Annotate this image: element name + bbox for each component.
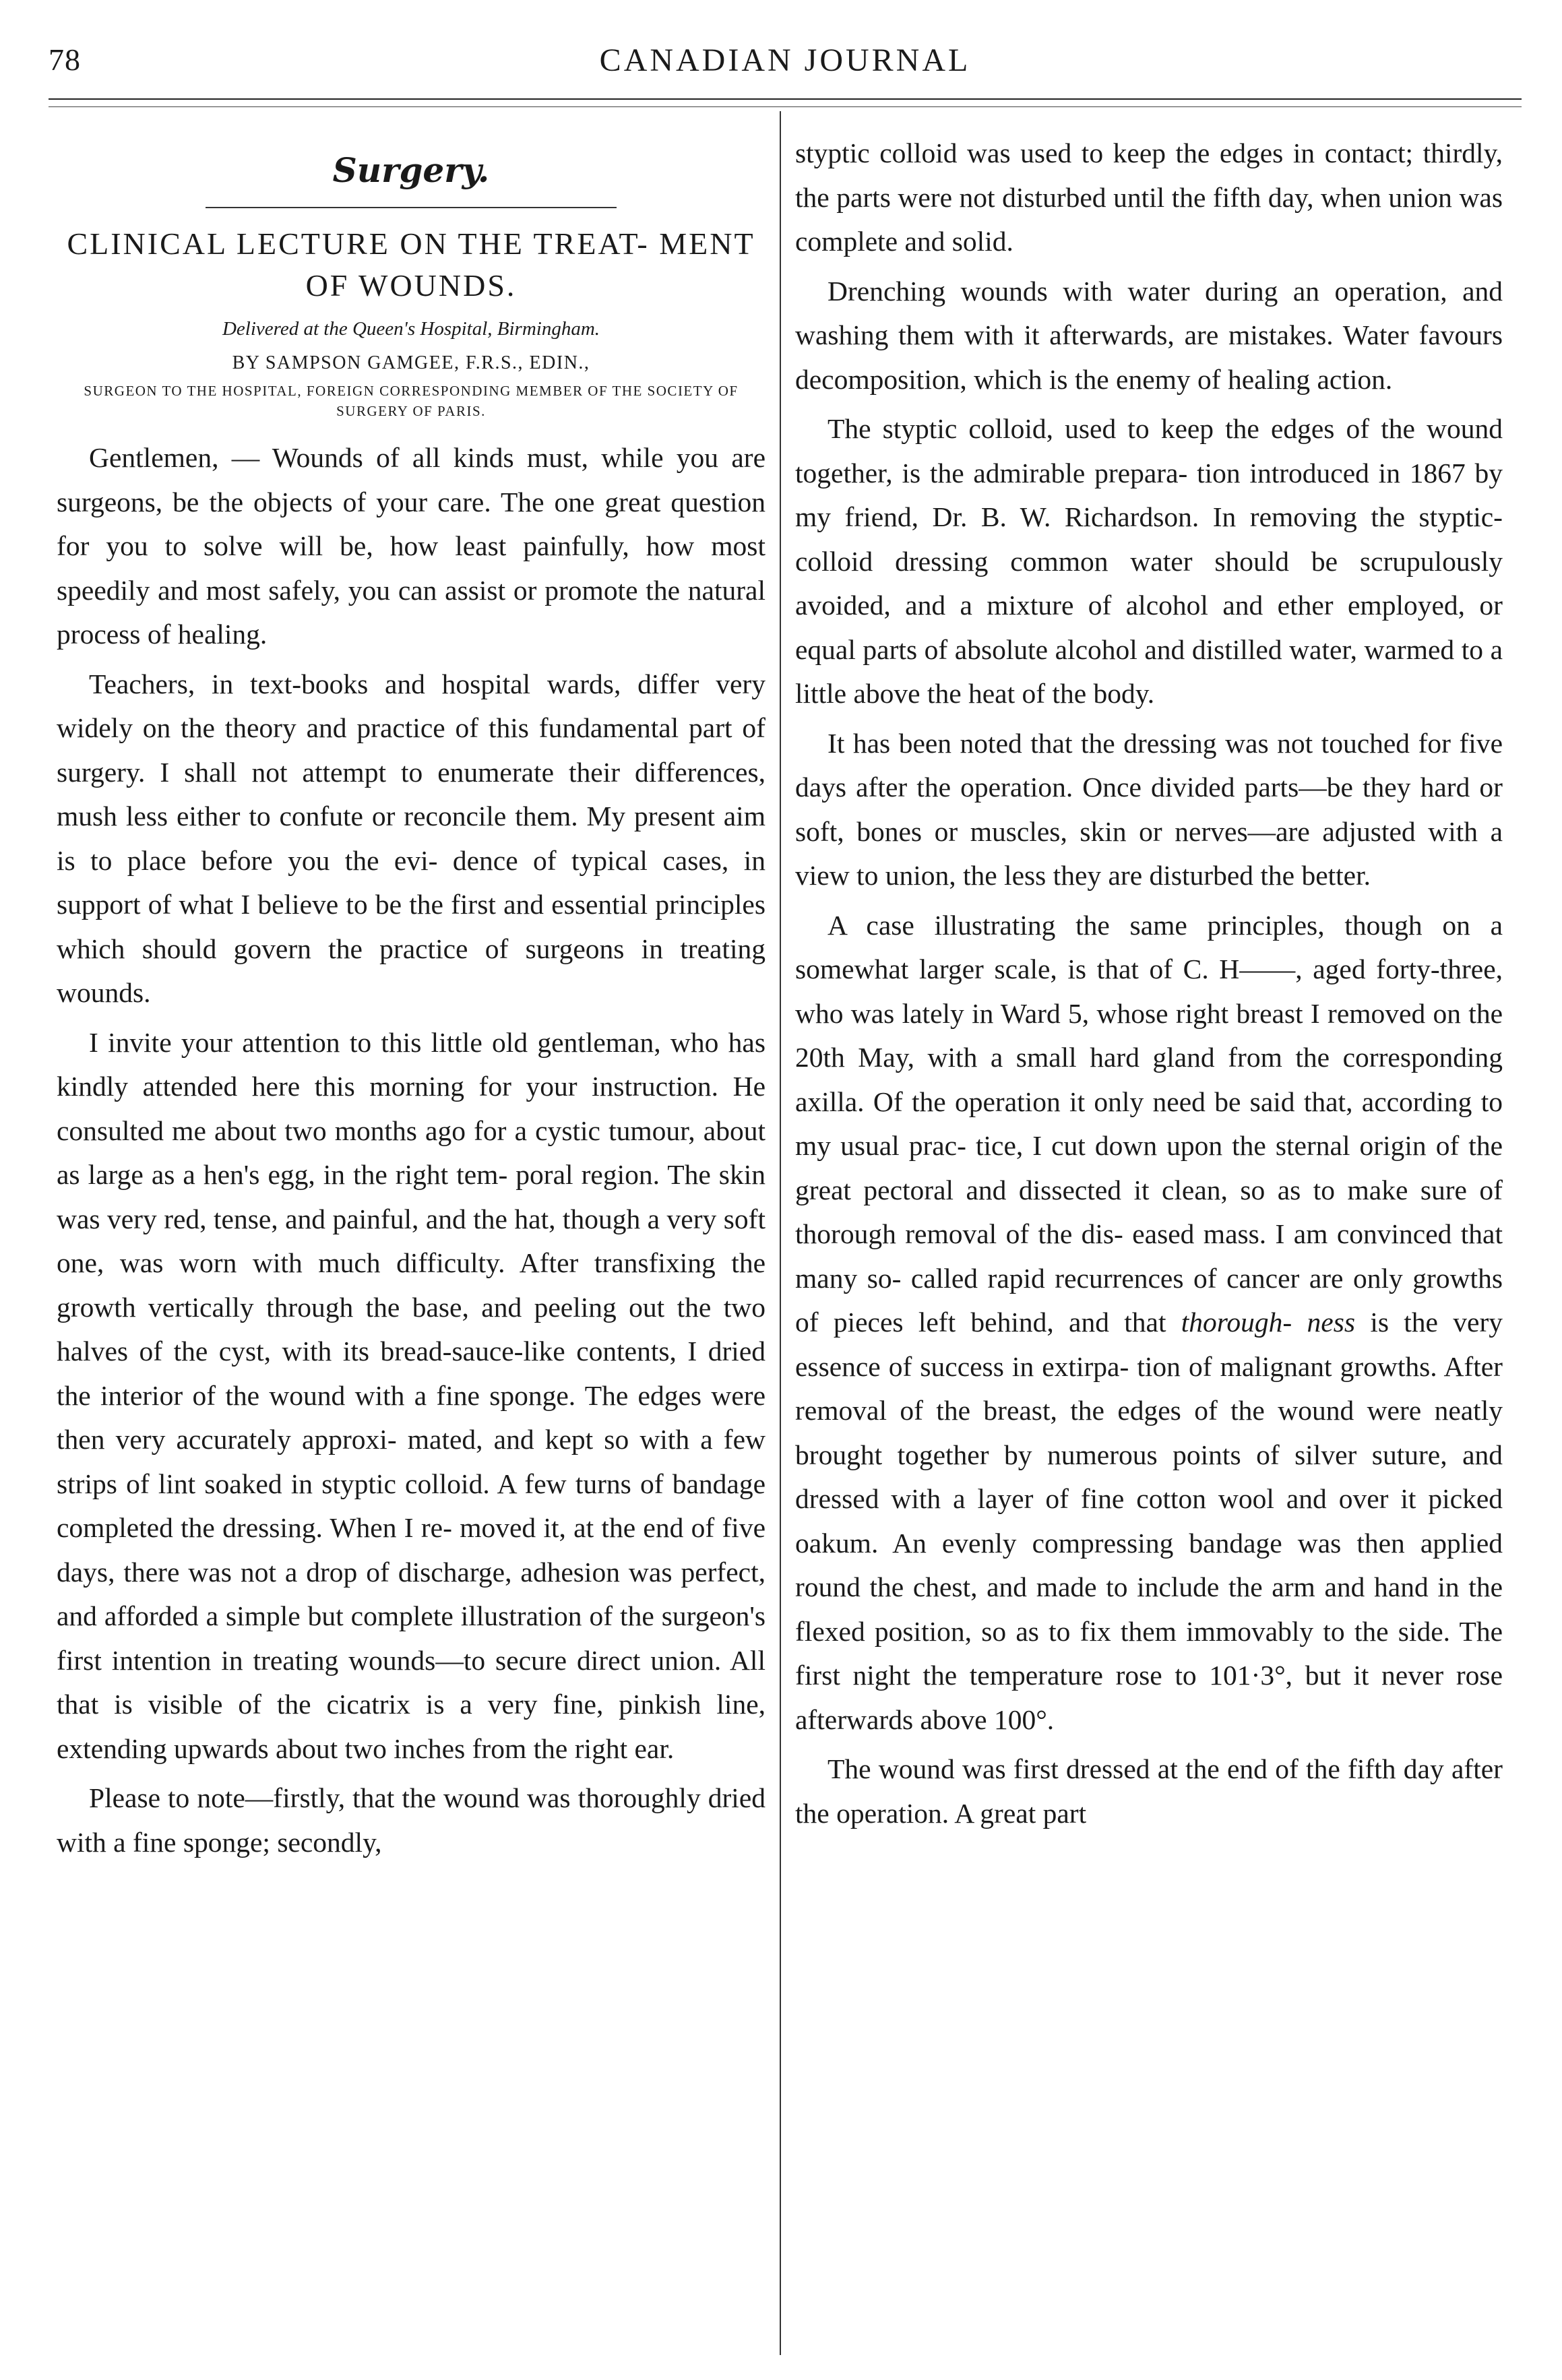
paragraph: It has been noted that the dressing was not touched for five days after the operation. Once divided parts—be they hard or soft, bones or muscles, skin or nerves—are adjusted with a view to union, the less they are disturbed the better. (795, 727, 1503, 891)
paragraph-text: is the very essence of success in extirpa- tion of malignant growths. After removal of the breast, the edges of the wound were neatly brought together by numerous points of silver suture, and dressed with a layer of fine cotton wool and over it picked oakum. An evenly compressing bandage was then applied round the chest, and made to include the arm and hand in the flexed position, so as to fix them immovably to the side. The first night the temperature rose to 101·3°, but it never rose afterwards above 100°. (795, 1307, 1503, 1735)
paragraph (795, 904, 1503, 1743)
header-rule (49, 98, 1522, 100)
paragraph: The wound was first dressed at the end of the fifth day after the operation. A great part (795, 1753, 1503, 1829)
author-byline: BY SAMPSON GAMGEE, F.R.S., EDIN., (232, 352, 590, 373)
right-column (795, 131, 1503, 1841)
paragraph: I invite your attention to this little old gentleman, who has kindly attended here this morning for your instruction. He consulted me about two months ago for a cystic tumour, about as large as a hen's egg, in the right tem- poral region. The skin was very red, tense, and painful, and the hat, though a very soft one, was worn with much difficulty. After transfixing the growth vertically through the base, and peeling out the two halves of the cyst, with its bread-sauce-like contents, I dried the interior of the wound with a fine sponge. The edges were then very accurately approxi- mated, and kept so with a few strips of lint soaked in styptic colloid. A few turns of bandage completed the dressing. When I re- moved it, at the end of five days, there was not a drop of discharge, adhesion was perfect, and afforded a simple but complete illustration of the surgeon's first intention in treating wounds—to secure direct union. All that is visible of the cicatrix is a very fine, pinkish line, extending upwards about two inches from the right ear. (57, 1026, 766, 1764)
paragraph-continued: styptic colloid was used to keep the edges in contact; thirdly, the parts were not disturbed until the fifth day, when union was complete and solid. (795, 137, 1503, 257)
page-number: 78 (49, 42, 81, 77)
delivery-note: Delivered at the Queen's Hospital, Birmingham. (222, 318, 600, 340)
section-title: Surgery. (332, 150, 490, 190)
header-rule-thin (49, 106, 1522, 107)
column-divider (780, 111, 781, 2355)
paragraph: Drenching wounds with water during an operation, and washing them with it afterwards, are mistakes. Water favours decomposition, which is the enemy of healing action. (795, 275, 1503, 395)
left-column (57, 131, 766, 1870)
paragraph-text: A case illustrating the same principles, though on a somewhat larger scale, is that of C. H——, aged forty-three, who was lately in Ward 5, whose right breast I removed on the 20th May, with a small hard gland from the corresponding axilla. Of the operation it only need be said that, according to my usual prac- tice, I cut down upon the sternal origin of the great pectoral and dissected it clean, so as to make sure of thorough removal of the dis- eased mass. I am convinced that many so- called rapid recurrences of cancer are only growths of pieces left behind, and that (795, 909, 1503, 1338)
author-affiliation: SURGEON TO THE HOSPITAL, FOREIGN CORRESPONDING MEMBER OF THE SOCIETY OF SURGERY OF PARIS. (84, 383, 739, 419)
paragraph: The styptic colloid, used to keep the edges of the wound together, is the admirable prepara- tion introduced in 1867 by my friend, Dr. B. W. Richardson. In removing the styptic-colloid dressing common water should be scrupulously avoided, and a mixture of alcohol and ether employed, or equal parts of absolute alcohol and distilled water, warmed to a little above the heat of the body. (795, 413, 1503, 709)
section-rule (206, 207, 617, 208)
running-head (49, 42, 1522, 89)
paragraph: Please to note—firstly, that the wound was thoroughly dried with a fine sponge; secondly, (57, 1782, 766, 1858)
paragraph: Teachers, in text-books and hospital wards, differ very widely on the theory and practice of this fundamental part of surgery. I shall not attempt to enumerate their differences, mush less either to confute or reconcile them. My present aim is to place before you the evi- dence of typical cases, in support of what I believe to be the first and essential principles which should govern the practice of surgeons in treating wounds. (57, 668, 766, 1008)
article-title: CLINICAL LECTURE ON THE TREAT- MENT OF WOUNDS. (67, 226, 755, 303)
emphasis-text: thorough- ness (1181, 1307, 1356, 1338)
journal-title: CANADIAN JOURNAL (599, 42, 971, 78)
paragraph: Gentlemen, — Wounds of all kinds must, while you are surgeons, be the objects of your care. The one great question for you to solve will be, how least painfully, how most speedily and most safely, you can assist or promote the natural process of healing. (57, 442, 766, 650)
